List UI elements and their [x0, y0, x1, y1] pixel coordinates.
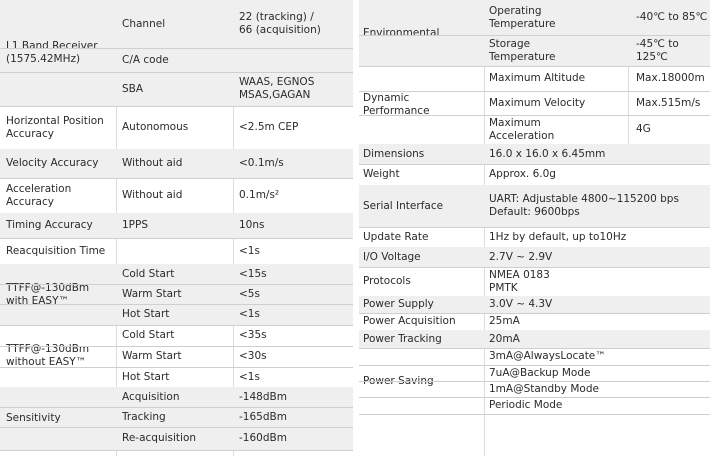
spec-value: 4G — [636, 123, 651, 135]
spec-label: Timing Accuracy — [6, 219, 93, 231]
spec-label: Power Saving — [363, 374, 434, 387]
spec-value: 22 (tracking) / 66 (acquisition) — [239, 11, 321, 36]
table-row — [359, 66, 710, 92]
spec-value: NMEA 0183 PMTK — [489, 268, 550, 294]
table-row — [0, 427, 353, 451]
spec-value: 0.1m/s² — [239, 189, 280, 201]
spec-key: Warm Start — [122, 350, 182, 362]
table-row — [359, 144, 710, 165]
table-row — [359, 164, 710, 186]
spec-key: C/A code — [122, 53, 169, 66]
spec-value: -45℃ to 125℃ — [636, 37, 679, 63]
spec-key: Autonomous — [122, 121, 189, 133]
spec-value: <1s — [239, 244, 260, 257]
spec-label: L1 Band Receiver (1575.42MHz) — [6, 40, 98, 65]
spec-key: Cold Start — [122, 267, 175, 280]
table-row — [359, 247, 710, 268]
spec-key: Storage Temperature — [489, 37, 556, 63]
spec-value: <2.5m CEP — [239, 121, 299, 133]
spec-key: Tracking — [122, 410, 166, 423]
spec-label: I/O Voltage — [363, 250, 421, 263]
spec-key: Without aid — [122, 157, 183, 169]
spec-key: Cold Start — [122, 329, 175, 341]
table-row — [359, 381, 710, 398]
table-row — [0, 407, 353, 428]
spec-value: 3mA@AlwaysLocate™ — [489, 350, 606, 362]
spec-value: WAAS, EGNOS MSAS,GAGAN — [239, 76, 315, 101]
table-row — [0, 238, 353, 265]
spec-key: 1PPS — [122, 219, 149, 231]
table-row — [0, 213, 353, 239]
spec-key: Acquisition — [122, 390, 180, 403]
spec-value: 16.0 x 16.0 x 6.45mm — [489, 147, 606, 160]
spec-value: 25mA — [489, 315, 520, 327]
spec-value: Approx. 6.0g — [489, 168, 556, 180]
table-row — [0, 387, 353, 408]
table-row — [359, 330, 710, 349]
table-row — [359, 296, 710, 314]
spec-label: Horizontal Position Accuracy — [6, 114, 104, 140]
spec-value: <15s — [239, 267, 267, 280]
table-row — [359, 35, 710, 67]
table-row — [359, 0, 710, 36]
table-row — [0, 325, 353, 347]
table-row — [0, 304, 353, 326]
table-row — [359, 91, 710, 116]
spec-label: Velocity Accuracy — [6, 157, 99, 169]
spec-value: <30s — [239, 350, 267, 362]
spec-label: Reacquisition Time — [6, 244, 106, 257]
table-row — [0, 72, 353, 107]
table-row — [0, 346, 353, 368]
spec-label: Dynamic Performance — [363, 92, 430, 117]
spec-value: 1Hz by default, up to10Hz — [489, 230, 627, 243]
table-row — [0, 149, 353, 179]
spec-value: <35s — [239, 329, 267, 341]
spec-key: Hot Start — [122, 370, 170, 383]
spec-value: -160dBm — [239, 432, 287, 444]
spec-label: Sensitivity — [6, 412, 61, 424]
spec-key: Operating Temperature — [489, 4, 556, 30]
table-row — [359, 313, 710, 331]
right-spec-table — [359, 0, 710, 456]
spec-value: 3.0V ~ 4.3V — [489, 298, 553, 310]
spec-value: -148dBm — [239, 390, 287, 403]
spec-label: Power Acquisition — [363, 315, 456, 327]
table-row — [359, 397, 710, 415]
table-row — [0, 367, 353, 388]
spec-value: Max.515m/s — [636, 96, 701, 109]
spec-label: Serial Interface — [363, 199, 444, 212]
table-row — [0, 106, 353, 150]
spec-label: Update Rate — [363, 230, 429, 243]
spec-value: 1mA@Standby Mode — [489, 382, 599, 395]
spec-key: Maximum Acceleration — [489, 116, 555, 142]
table-row — [359, 348, 710, 366]
table-row — [0, 48, 353, 73]
spec-key: Channel — [122, 17, 166, 30]
spec-label: Acceleration Accuracy — [6, 182, 72, 208]
spec-label: Weight — [363, 168, 400, 180]
spec-value: <1s — [239, 308, 260, 320]
spec-value: Periodic Mode — [489, 399, 563, 411]
spec-value: -40℃ to 85℃ — [636, 11, 708, 23]
table-row — [0, 178, 353, 214]
table-row — [359, 185, 710, 228]
spec-value: <1s — [239, 370, 260, 383]
spec-value: Max.18000m — [636, 72, 705, 84]
spec-label: Environmental — [363, 26, 440, 39]
spec-value: -165dBm — [239, 410, 287, 423]
table-row — [359, 227, 710, 248]
spec-value: 7uA@Backup Mode — [489, 366, 591, 379]
left-spec-table — [0, 0, 353, 456]
spec-key: Maximum Altitude — [489, 72, 586, 84]
spec-label: TTFF@-130dBm with EASY™ — [6, 281, 90, 307]
spec-key: SBA — [122, 82, 144, 95]
table-row — [359, 365, 710, 382]
table-row — [359, 267, 710, 297]
spec-key: Warm Start — [122, 287, 182, 300]
spec-label: Power Tracking — [363, 332, 442, 345]
spec-value: UART: Adjustable 4800~115200 bps Default: 9600bps — [489, 193, 679, 218]
spec-value: <0.1m/s — [239, 157, 284, 169]
spec-key: Without aid — [122, 189, 183, 201]
spec-label: TTFF@-130dBm without EASY™ — [6, 343, 90, 368]
spec-label: Protocols — [363, 275, 411, 287]
table-row — [359, 115, 710, 145]
spec-value: 2.7V ~ 2.9V — [489, 250, 553, 263]
table-row — [0, 284, 353, 305]
spec-label: Power Supply — [363, 298, 434, 310]
spec-key: Hot Start — [122, 308, 170, 320]
spec-label: Dimensions — [363, 147, 425, 160]
table-row — [0, 0, 353, 49]
spec-key: Maximum Velocity — [489, 96, 586, 109]
spec-key: Re-acquisition — [122, 432, 197, 444]
spec-value: 10ns — [239, 219, 265, 231]
spec-value: 20mA — [489, 332, 520, 345]
spec-value: <5s — [239, 287, 260, 300]
table-row — [0, 264, 353, 285]
